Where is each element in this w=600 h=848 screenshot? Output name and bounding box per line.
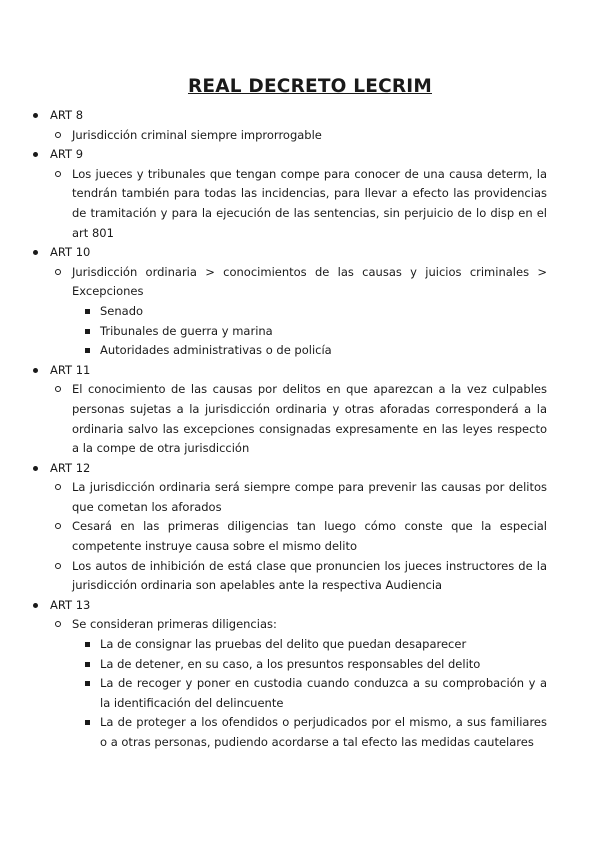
- subpoint-item: La de consignar las pruebas del delito que puedan desaparecer: [100, 635, 547, 655]
- article-item: [0, 459, 600, 596]
- article-item: [0, 596, 600, 753]
- subpoint-item: Senado: [100, 302, 547, 322]
- subpoint-item: La de proteger a los ofendidos o perjudicados por el mismo, a sus familiares o a otras personas, pudiendo acordarse a tal efecto las medidas cautelares: [100, 713, 547, 752]
- article-point: [72, 380, 547, 458]
- point-text: Los jueces y tribunales que tengan compe para conocer de una causa determ, la tendrán también para todas las incidencias, para llevar a efecto las providencias de tramitación y para la ejecución de las sentencias, sin perjuicio de lo disp en el art 801: [72, 166, 547, 240]
- article-label: ART 13: [50, 597, 91, 612]
- point-text: El conocimiento de las causas por delitos en que aparezcan a la vez culpables personas sujetas a la jurisdicción ordinaria y otras aforadas corresponderá a la ordinaria salvo las excepciones consignadas expresamente en las leyes respecto a la compe de otra jurisdicción: [72, 382, 547, 456]
- point-text: Jurisdicción criminal siempre improrrogable: [72, 127, 322, 142]
- article-item: [0, 361, 600, 459]
- article-point: [72, 615, 547, 752]
- article-point: [72, 557, 547, 596]
- article-label: ART 8: [50, 108, 84, 122]
- article-points: [50, 380, 600, 458]
- subpoint-list: [72, 302, 547, 361]
- article-point: [72, 263, 547, 361]
- article-points: [50, 263, 600, 361]
- article-label: ART 11: [50, 362, 91, 377]
- point-text: Jurisdicción ordinaria > conocimientos de las causas y juicios criminales > Excepciones: [72, 264, 547, 299]
- point-text: Cesará en las primeras diligencias tan luego cómo conste que la especial competente instruye causa sobre el mismo delito: [72, 519, 547, 554]
- page-title: REAL DECRETO LECRIM: [187, 76, 432, 97]
- subpoint-item: La de recoger y poner en custodia cuando conduzca a su comprobación y a la identificación del delincuente: [100, 674, 547, 713]
- article-label: ART 12: [50, 460, 91, 475]
- article-point: [72, 126, 547, 146]
- article-point: [72, 517, 547, 556]
- article-label: ART 9: [50, 147, 84, 162]
- subpoint-item: Autoridades administrativas o de policía: [100, 341, 547, 361]
- article-label: ART 10: [50, 245, 91, 260]
- article-item: [0, 106, 600, 145]
- article-points: [50, 615, 600, 752]
- point-text: Se consideran primeras diligencias:: [72, 617, 277, 632]
- subpoint-item: Tribunales de guerra y marina: [100, 322, 547, 342]
- article-points: [50, 478, 600, 596]
- point-text: Los autos de inhibición de está clase que pronuncien los jueces instructores de la jurisdicción ordinaria son apelables ante la respectiva Audiencia: [72, 558, 547, 593]
- article-point: [72, 478, 547, 517]
- article-points: [50, 165, 600, 243]
- article-point: [72, 165, 547, 243]
- article-list: [0, 106, 600, 753]
- document-body: [0, 106, 600, 753]
- article-item: [0, 145, 600, 243]
- article-item: [0, 243, 600, 361]
- article-points: [50, 126, 600, 146]
- subpoint-item: La de detener, en su caso, a los presuntos responsables del delito: [100, 655, 547, 675]
- subpoint-list: [72, 635, 547, 753]
- point-text: La jurisdicción ordinaria será siempre compe para prevenir las causas por delitos que cometan los aforados: [72, 480, 547, 514]
